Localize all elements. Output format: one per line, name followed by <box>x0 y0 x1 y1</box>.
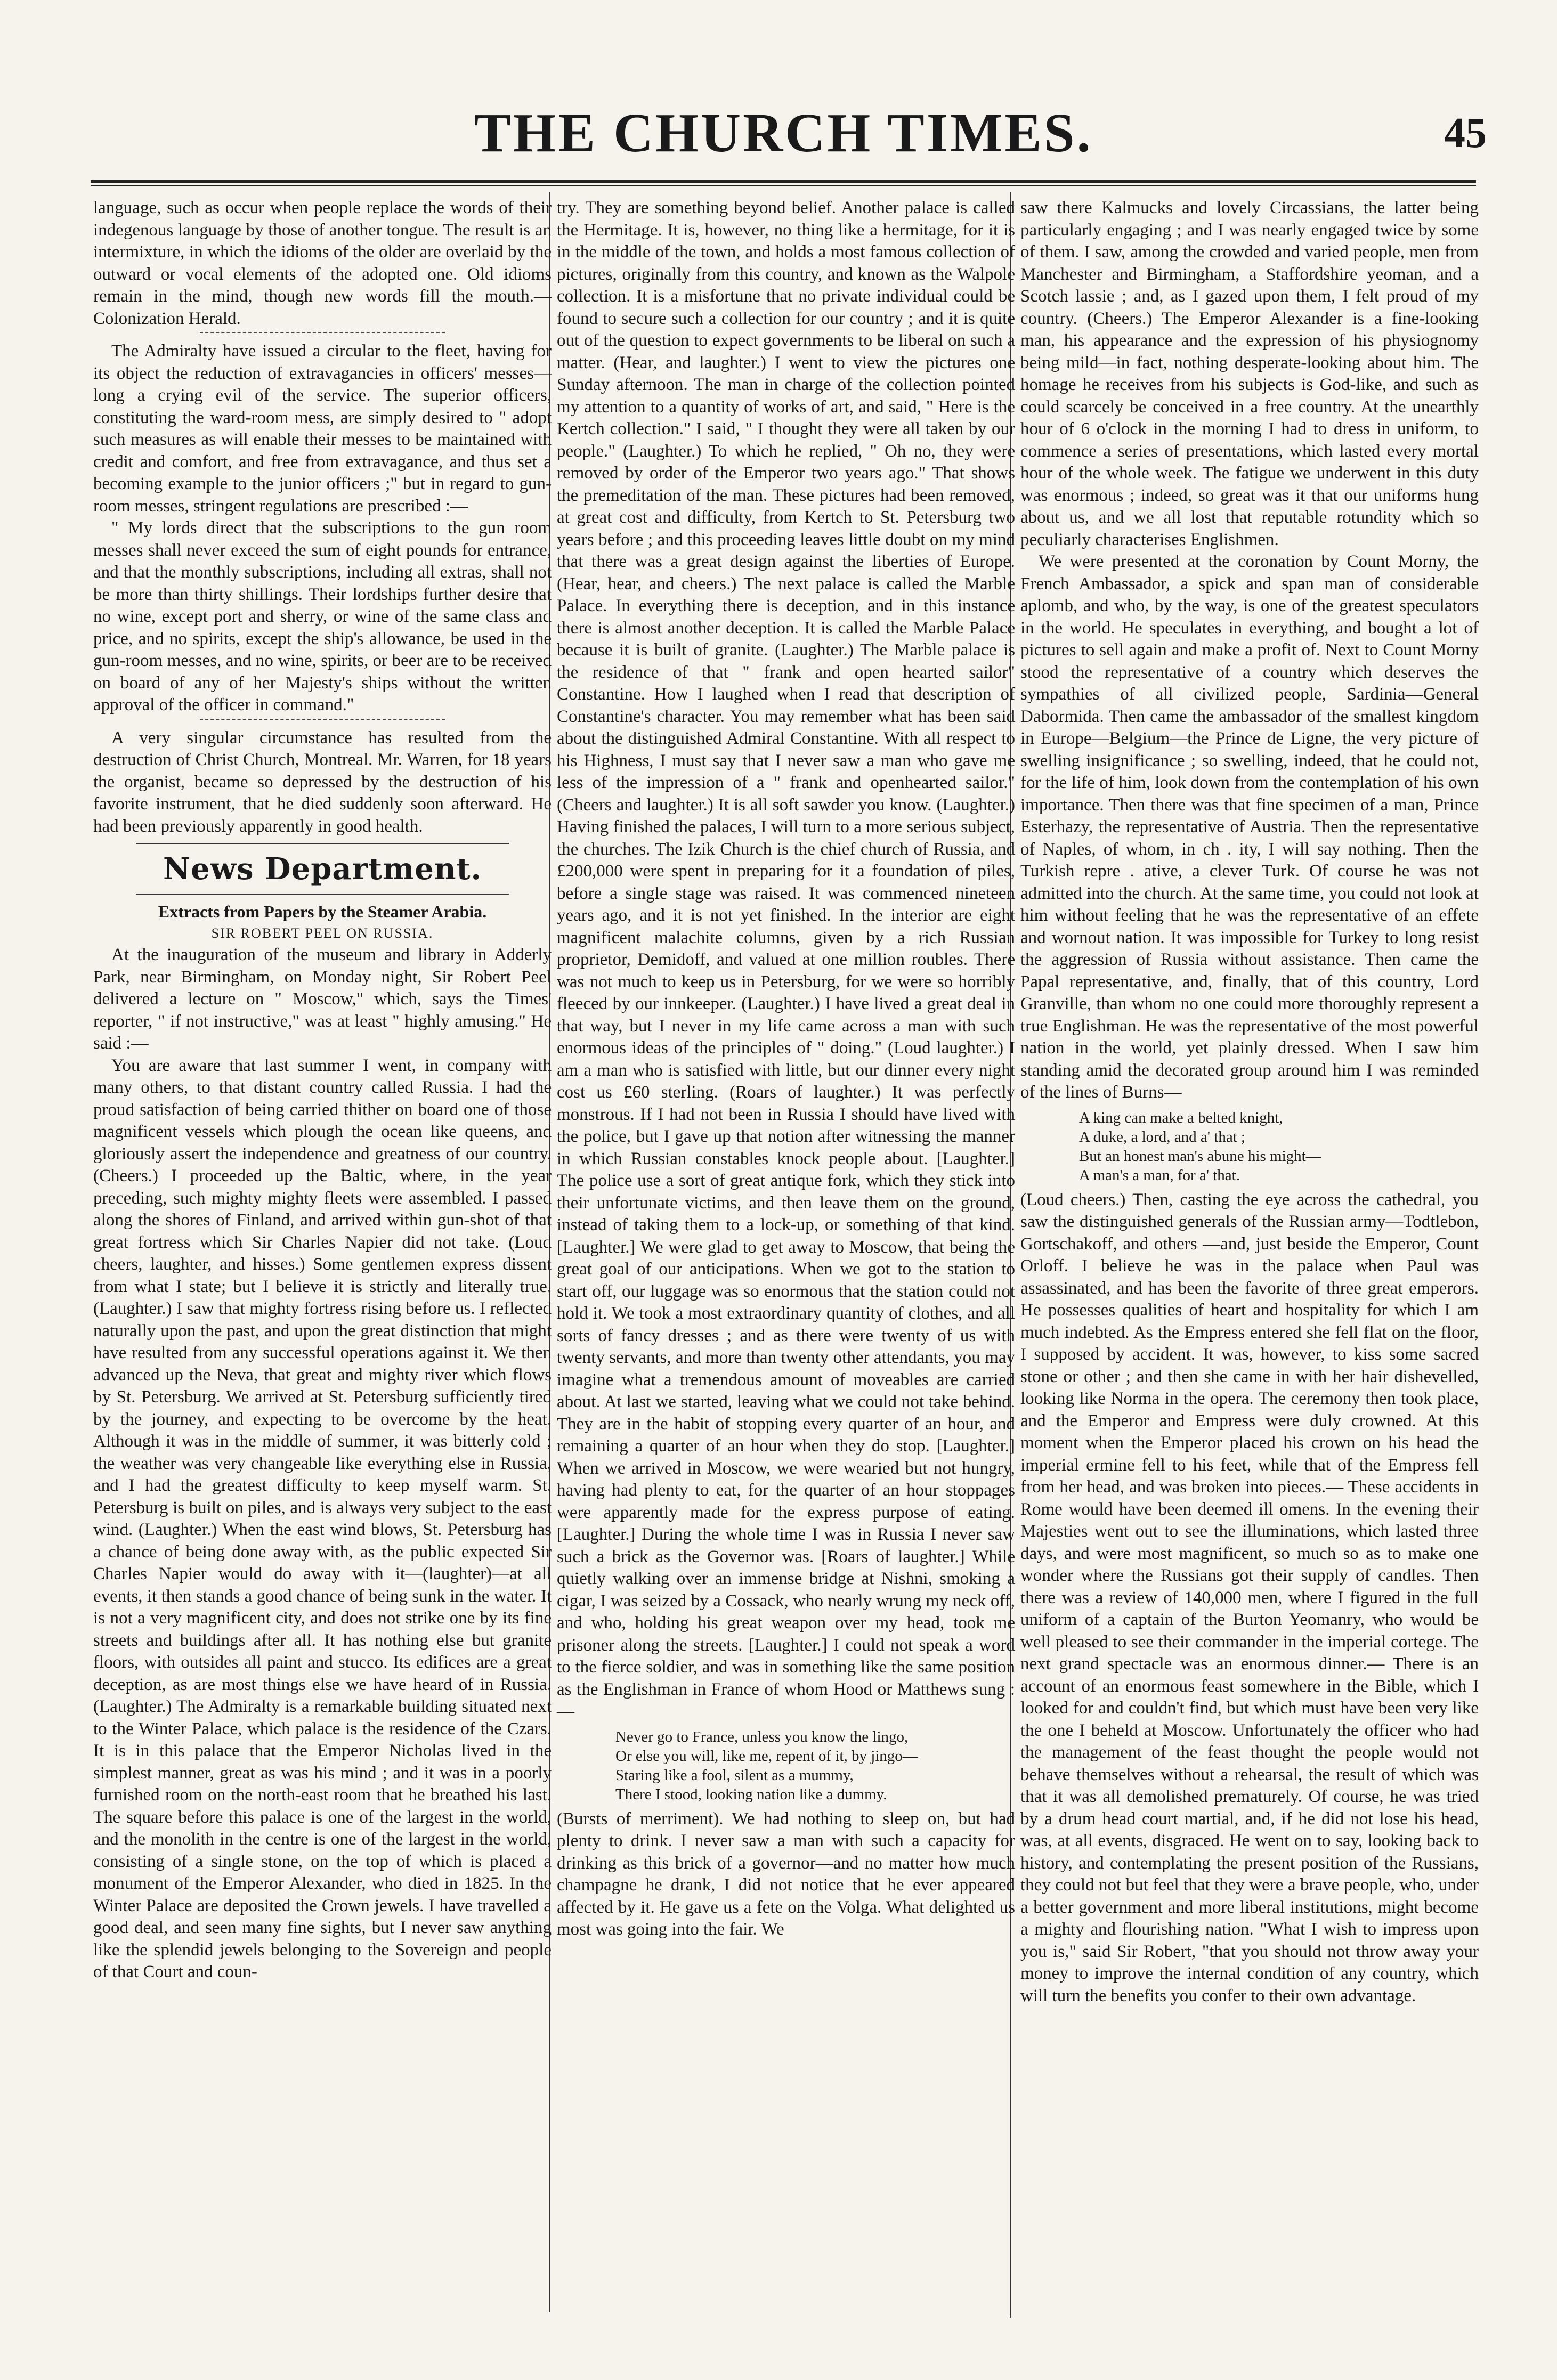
verse-line: A man's a man, for a' that. <box>1079 1166 1240 1184</box>
column-middle <box>557 197 1015 2318</box>
article-paragraph: try. They are something beyond belief. Another palace is called the Hermitage. It is, however, no thing like a hermitage, for it is in the middle of the town, and holds a most famous collection of pictures, originally from this country, and known as the Walpole collection. It is a misfortune that no private individual could be found to secure such a collection for our country ; and it is quite out of the question to expect governments to be liberal on such a matter. (Hear, and laughter.) I went to view the pictures one Sunday afternoon. The man in charge of the collection pointed my attention to a quantity of works of art, and said, " Here is the Kertch collection." I said, " I thought they were all taken by our people." (Laughter.) To which he replied, " Oh no, they were removed by order of the Emperor two years ago." That shows the premeditation of the man. These pictures had been removed, at great cost and difficulty, from Kertch to St. Petersburg two years before ; and this proceeding leaves little doubt on my mind that there was a great design against the liberties of Europe. (Hear, hear, and cheers.) The next palace is called the Marble Palace. In everything there is deception, and in this instance there is almost another deception. It is called the Marble Palace because it is built of granite. (Laughter.) The Marble palace is the residence of that " frank and open hearted sailor" Constantine. How I laughed when I read that description of Constantine's character. You may remember what has been said about the distinguished Admiral Constantine. With all respect to his Highness, I must say that I never saw a man who gave me less of the impression of a " frank and openhearted sailor." (Cheers and laughter.) It is all soft sawder you know. (Laughter.) Having finished the palaces, I will turn to a more serious subject, the churches. The Izik Church is the chief church of Russia, and £200,000 were spent in preparing for it a foundation of piles, before a single stage was raised. It was commenced nineteen years ago, and it is not yet finished. In the interior are eight magnificent malachite columns, given by a rich Russian proprietor, Demidoff, and valued at one million roubles. There was not much to keep us in Petersburg, for we were so horribly fleeced by our innkeeper. (Laughter.) I have lived a great deal in that way, but I never in my life came across a man with such enormous ideas of the principles of " doing." (Loud laughter.) I am a man who is satisfied with little, but our dinner every night cost us £60 sterling. (Roars of laughter.) It was perfectly monstrous. If I had not been in Russia I should have lived with the police, but I gave up that notion after witnessing the manner in which Russian constables knock people about. [Laughter.] The police use a sort of great antique fork, which they stick into their unfortunate victims, and then leave them on the ground, instead of taking them to a lock-up, or something of that kind. [Laughter.] We were glad to get away to Moscow, that being the great goal of our anticipations. When we got to the station to start off, our luggage was so enormous that the station could not hold it. We took a most extraordinary quantity of clothes, and all sorts of fancy dresses ; and as there were twenty of us with twenty servants, and more than twenty other attendants, you may imagine what a tremendous amount of moveables are carried about. At last we started, leaving what we could not take behind. They are in the habit of stopping every quarter of an hour, and remaining a quarter of an hour when they do stop. [Laughter.] When we arrived in Moscow, we were wearied but not hungry, having had plenty to eat, for the quarter of an hour stoppages were apparently made for the express purpose of eating. [Laughter.] During the whole time I was in Russia I never saw such a brick as the Governor was. [Roars of laughter.] While quietly walking over an immense bridge at Nishni, smoking a cigar, I was seized by a Cossack, who nearly wrung my neck off, and who, holding his great weapon over my head, took me prisoner along the streets. [Laughter.] I could not speak a word to the fierce soldier, and was in something like the same position as the Englishman in France of whom Hood or Matthews sung :— <box>557 198 1015 1721</box>
article-paragraph: We were presented at the coronation by Count Morny, the French Ambassador, a spick and span man of considerable aplomb, and who, by the way, is one of the greatest speculators in the world. He speculates in everything, and bought a lot of pictures to sell again and make a profit of. Next to Count Morny stood the representative of a country which deserves the sympathies of all civilized people, Sardinia—General Dabormida. Then came the ambassador of the smallest kingdom in Europe—Belgium—the Prince de Ligne, the very picture of swelling insignificance ; so swelling, indeed, that he could not, for the life of him, look down from the contemplation of his own importance. Then there was that fine specimen of a man, Prince Esterhazy, the representative of Austria. Then the representative of Naples, of whom, in ch . ity, I will say nothing. Then the Turkish repre . ative, a clever Turk. Of course he was not admitted into the church. At the same time, you could not look at him without feeling that he was the representative of an effete and wornout nation. It was impossible for Turkey to long resist the aggression of Russia without assistance. Then came the Papal representative, and, finally, that of this country, Lord Granville, than whom no one could more thoroughly represent a true Englishman. He was the representative of the most powerful nation in the world, yet plainly dressed. When I saw him standing amid the decorated group around him I was reminded of the lines of Burns— <box>1020 552 1479 1102</box>
verse-quote <box>1020 1108 1479 1185</box>
article-paragraph: saw there Kalmucks and lovely Circassians, the latter being particularly engaging ; and I was nearly engaged twice by some of them. I saw, among the crowded and varied people, men from Manchester and Birmingham, a Staffordshire yeoman, and a Scotch lassie ; and, as I gazed upon them, I felt proud of my country. (Cheers.) The Emperor Alexander is a fine-looking man, his appearance and the expression of his physiognomy being mild—in fact, nothing desperate-looking about him. The homage he receives from his subjects is God-like, and such as could scarcely be conceived in a free country. At the unearthly hour of 6 o'clock in the morning I had to dress in uniform, to commence a series of presentations, which lasted every mortal hour of the whole week. The fatigue we underwent in this duty was enormous ; indeed, so great was it that our uniforms hung about us, and we all lost that reputable rotundity which so peculiarly characterises Englishmen. <box>1020 198 1479 549</box>
article-paragraph: (Loud cheers.) Then, casting the eye across the cathedral, you saw the distinguished generals of the Russian army—Todtlebon, Gortschakoff, and others —and, just beside the Emperor, Count Orloff. I believe he was in the palace when Paul was assassinated, and has been the favorite of three great emperors. He possesses qualities of heart and hospitality for which I am much indebted. As the Empress entered she fell flat on the floor, I supposed by accident. It was, however, to kiss some sacred stone or other ; and then she came in with her hair dishevelled, looking like Norma in the opera. The ceremony then took place, and the Emperor and Empress were duly crowned. At this moment when the Emperor placed his crown on his head the imperial ermine fell to his feet, while that of the Empress fell from her head, and was broken into pieces.— These accidents in Rome would have been deemed ill omens. In the evening their Majesties went out to see the illuminations, which lasted three days, and were most magnificent, so much so as to make one wonder where the Russians got their supply of candles. Then there was a review of 140,000 men, where I figured in the full uniform of a captain of the Burton Yeomanry, who would be well pleased to see their commander in the imperial cortege. The next grand spectacle was an enormous dinner.— There is an account of an enormous feast somewhere in the Bible, which I looked for and couldn't find, but which must have been very like the one I beheld at Moscow. Unfortunately the officer who had the management of the feast thought the people would not behave themselves without a rehearsal, the result of which was that it was all demolished prematurely. Of course, he was tried by a drum head court martial, and, if he did not lose his head, was, at all events, disgraced. He went on to say, looking back to history, and contemplating the present position of the Russians, they could not but feel that they were a brave people, who, under a better government and more liberal institutions, might become a mighty and flourishing nation. "What I wish to impress upon you is," said Sir Robert, "that you should not throw away your money to improve the internal condition of any country, which will turn the benefits you confer to their own advantage. <box>1020 1190 1479 2005</box>
verse-line: But an honest man's abune his might— <box>1079 1147 1321 1165</box>
masthead <box>80 96 1487 176</box>
article-paragraph: language, such as occur when people replace the words of their indegenous language by those of another tongue. The result is an intermixture, in which the idioms of the older are overlaid by the outward or vocal elements of the adopted one. Old idioms remain in the mind, though new words fill the mouth.—Colonization Herald. <box>93 198 552 328</box>
article-paragraph: " My lords direct that the subscriptions to the gun room messes shall never exceed the sum of eight pounds for entrance, and that the monthly subscriptions, including all extras, shall not be more than thirty shillings. Their lordships further desire that no wine, except port and sherry, or wine of the same class and price, and no spirits, except the ship's allowance, be used in the gun-room messes, and no wine, spirits, or beer are to be received on board of any of her Majesty's ships without the written approval of the officer in command." <box>93 518 552 714</box>
article-paragraph: (Bursts of merriment). We had nothing to sleep on, but had plenty to drink. I never saw a man with such a capacity for drinking as this brick of a governor—and no matter how much champagne he drank, I did not notice that he ever appeared affected by it. He gave us a fete on the Volga. What delighted us most was going into the fair. We <box>557 1809 1015 1939</box>
column-left <box>93 197 552 2302</box>
verse-line: Staring like a fool, silent as a mummy, <box>615 1766 854 1784</box>
verse-line: A duke, a lord, and a' that ; <box>1079 1128 1246 1146</box>
subheading: Extracts from Papers by the Steamer Arabia. <box>158 902 487 921</box>
article-paragraph: The Admiralty have issued a circular to the fleet, having for its object the reduction of extravagancies in officers' messes—long a crying evil of the service. The superior officers, constituting the ward-room mess, are simply desired to " adopt such measures as will enable their messes to be maintained with credit and comfort, and free from extravagance, and thus set a becoming example to the junior officers ;" but in regard to gun-room messes, stringent regulations are prescribed :— <box>93 342 552 516</box>
verse-line: There I stood, looking nation like a dummy. <box>615 1785 887 1803</box>
section-divider <box>200 719 445 725</box>
section-heading: News Department. <box>163 851 482 887</box>
article-paragraph: At the inauguration of the museum and library in Adderly Park, near Birmingham, on Monday night, Sir Robert Peel delivered a lecture on " Moscow," which, says the Times' reporter, " if not instructive," was at least " highly amusing." He said :— <box>93 945 552 1053</box>
section-rule <box>136 843 509 844</box>
verse-line: Never go to France, unless you know the lingo, <box>615 1728 909 1745</box>
verse-line: Or else you will, like me, repent of it, by jingo— <box>615 1747 918 1765</box>
section-divider <box>200 332 445 338</box>
article-paragraph: You are aware that last summer I went, in company with many others, to that distant country called Russia. I had the proud satisfaction of being carried thither on board one of those magnificent vessels which plough the ocean like queens, and gloriously assert the independence and greatness of our country. (Cheers.) I proceeded up the Baltic, where, in the year preceding, such mighty mighty fleets were assembled. I passed along the shores of Finland, and arrived within gun-shot of that great fortress which Sir Charles Napier did not take. (Loud cheers, laughter, and hisses.) Some gentlemen express dissent from what I state; but I believe it is strictly and literally true. (Laughter.) I saw that mighty fortress rising before us. I reflected naturally upon the past, and upon the great distinction that might have resulted from any successful operations against it. We then advanced up the Neva, that great and mighty river which flows by St. Petersburg. We arrived at St. Petersburg sufficiently tired by the journey, and expecting to be overcome by the heat. Although it was in the middle of summer, it was bitterly cold ; the weather was very changeable like everything else in Russia, and I had the greatest difficulty to keep myself warm. St. Petersburg is built on piles, and is always very subject to the east wind. (Laughter.) When the east wind blows, St. Petersburg has a chance of being done away with, as the public expected Sir Charles Napier would do away with it—(laughter)—at all events, it then stands a good chance of being sunk in the water. It is not a very magnificent city, and does not strike one by its fine streets and buildings after all. It has nothing else but granite floors, with outsides all paint and stucco. Its edifices are a great deception, as are most things else we have heard of in Russia. (Laughter.) The Admiralty is a remarkable building situated next to the Winter Palace, which palace is the residence of the Czars. It is in this palace that the Emperor Nicholas lived in the simplest manner, great as was his mind ; and it was in a poorly furnished room on the north-east room that he breathed his last. The square before this palace is one of the largest in the world, and the monolith in the centre is one of the largest in the world, consisting of a single stone, on the top of which is placed a monument of the Emperor Alexander, who died in 1825. In the Winter Palace are deposited the Crown jewels. I have travelled a good deal, and seen many fine sights, but I never saw anything like the splendid jewels belonging to the Sovereign and people of that Court and coun- <box>93 1055 552 1981</box>
column-right <box>1020 197 1479 2328</box>
header-rule <box>91 180 1476 186</box>
section-rule <box>136 894 509 895</box>
newspaper-title: THE CHURCH TIMES. <box>474 102 1093 164</box>
verse-quote <box>557 1727 1015 1804</box>
page-number: 45 <box>1444 110 1487 157</box>
article-title: SIR ROBERT PEEL ON RUSSIA. <box>211 925 434 941</box>
article-paragraph: A very singular circumstance has resulted from the destruction of Christ Church, Montreal. Mr. Warren, for 18 years the organist, became so depressed by the destruction of his favorite instrument, that he died suddenly soon afterward. He had been previously apparently in good health. <box>93 728 552 836</box>
verse-line: A king can make a belted knight, <box>1079 1109 1283 1126</box>
